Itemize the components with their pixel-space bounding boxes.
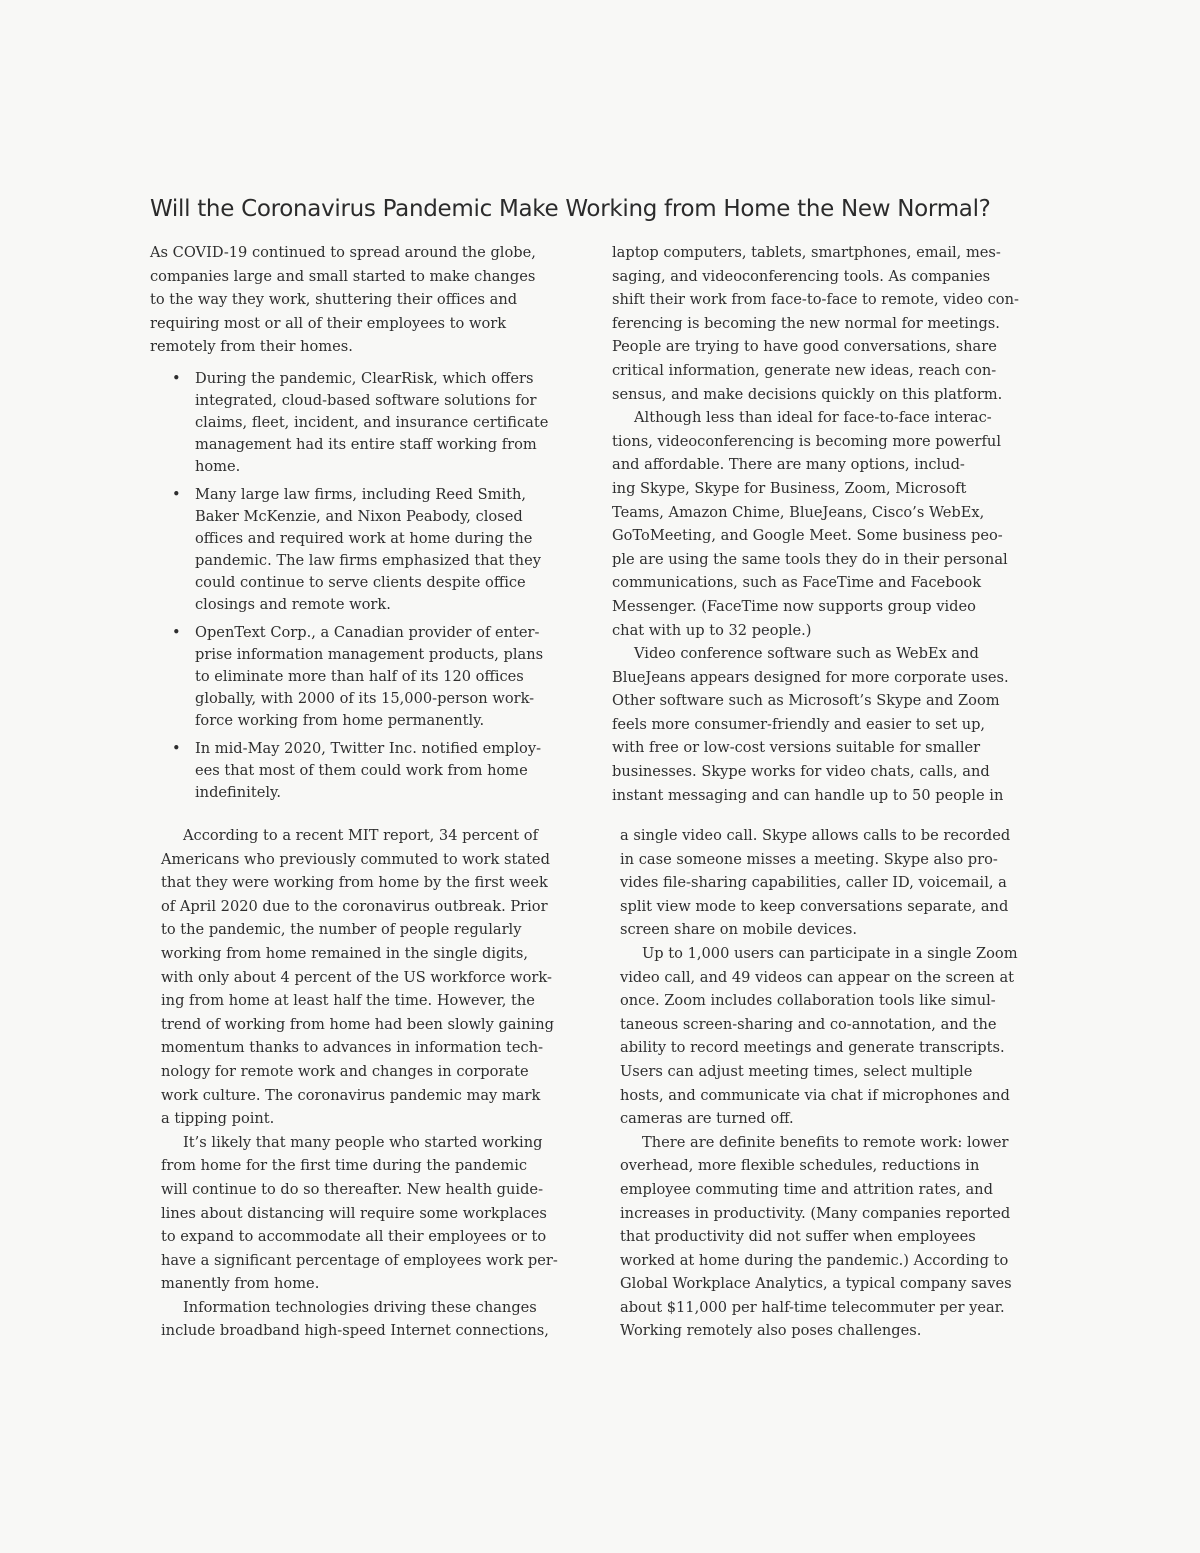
body-paragraph: laptop computers, tablets, smartphones, email, mes- saging, and videoconferencing tools. As companies shift their work from face-to-face to remote, video con- ferencing is becoming the new normal for meetings. People are trying to have good conversations, share critical information, generate new ideas, reach con- sensus, and make decisions quickly on this platform. bbox=[612, 244, 1019, 403]
list-item-text: OpenText Corp., a Canadian provider of enter- prise information management products, plans to eliminate more than half of its 120 offices globally, with 2000 of its 15,000-person work- force working from home permanently. bbox=[195, 624, 544, 729]
list-item-text: During the pandemic, ClearRisk, which offers integrated, cloud-based software solutions for claims, fleet, incident, and insurance certificate management had its entire staff working from home. bbox=[195, 370, 549, 475]
bullet-icon: • bbox=[172, 370, 181, 387]
list-item-text: Many large law firms, including Reed Smith, Baker McKenzie, and Nixon Peabody, closed offices and required work at home during the pandemic. The law firms emphasized that they could continue to serve clients despite office closings and remote work. bbox=[195, 486, 541, 613]
body-paragraph: Although less than ideal for face-to-face interac- tions, videoconferencing is becoming more powerful and affordable. There are many options, includ- ing Skype, Skype for Business, Zoom, Microsoft Teams, Amazon Chime, BlueJeans, Cisco’s WebEx, GoToMeeting, and Google Meet. Some business peo- ple are using the same tools they do in their personal communications, such as FaceTime and Facebook Messenger. (FaceTime now supports group video chat with up to 32 people.) bbox=[612, 409, 1008, 639]
bullet-icon: • bbox=[172, 624, 181, 641]
body-paragraph: Up to 1,000 users can participate in a single Zoom video call, and 49 videos can appear on the screen at once. Zoom includes collaboration tools like simul- taneous screen-sharing and co-annotation, and the ability to record meetings and generate transcripts. Users can adjust meeting times, select multiple hosts, and communicate via chat if microphones and cameras are turned off. bbox=[620, 944, 1018, 1128]
body-paragraph: It’s likely that many people who started working from home for the first time during the pandemic will continue to do so thereafter. New health guide- lines about distancing will require some workplaces to expand to accommodate all their employees or to have a significant percentage of employees work per- manently from home. bbox=[161, 1133, 558, 1293]
company-examples-list bbox=[172, 368, 592, 810]
body-paragraph: There are definite benefits to remote work: lower overhead, more flexible schedules, reductions in employee commuting time and attrition rates, and increases in productivity. (Many companies reported that productivity did not suffer when employees worked at home during the pandemic.) According to Global Workplace Analytics, a typical company saves about $11,000 per half-time telecommuter per year. Working remotely also poses challenges. bbox=[620, 1133, 1012, 1340]
list-item bbox=[172, 368, 592, 478]
body-paragraph: According to a recent MIT report, 34 percent of Americans who previously commuted to work stated that they were working from home by the first week of April 2020 due to the coronavirus outbreak. Prior to the pandemic, the number of people regularly working from home remained in the single digits, with only about 4 percent of the US workforce work- ing from home at least half the time. However, the trend of working from home had been slowly gaining momentum thanks to advances in information tech- nology for remote work and changes in corporate work culture. The coronavirus pandemic may mark a tipping point. bbox=[161, 827, 555, 1128]
list-item bbox=[172, 622, 592, 732]
intro-paragraph: As COVID-19 continued to spread around the globe, companies large and small started to make changes to the way they work, shuttering their offices and requiring most or all of their employees to work remotely from their homes. bbox=[150, 244, 536, 356]
list-item bbox=[172, 738, 592, 804]
right-column-top bbox=[612, 241, 1057, 807]
bullet-icon: • bbox=[172, 740, 181, 757]
page-title: Will the Coronavirus Pandemic Make Working from Home the New Normal? bbox=[150, 196, 991, 222]
intro-paragraph-block bbox=[150, 241, 585, 359]
list-item bbox=[172, 484, 592, 616]
right-column-bottom bbox=[620, 824, 1060, 1343]
body-paragraph: Video conference software such as WebEx and BlueJeans appears designed for more corporate uses. Other software such as Microsoft’s Skype and Zoom feels more consumer-friendly and easier to set up, with free or low-cost versions suitable for smaller businesses. Skype works for video chats, calls, and instant messaging and can handle up to 50 people in bbox=[612, 645, 1009, 804]
bullet-icon: • bbox=[172, 486, 181, 503]
body-paragraph: Information technologies driving these changes include broadband high-speed Internet connections, bbox=[161, 1298, 549, 1340]
left-column-bottom bbox=[161, 824, 601, 1343]
body-paragraph: a single video call. Skype allows calls to be recorded in case someone misses a meeting. Skype also pro- vides file-sharing capabilities, caller ID, voicemail, a split view mode to keep conversations separate, and screen share on mobile devices. bbox=[620, 827, 1011, 939]
list-item-text: In mid-May 2020, Twitter Inc. notified employ- ees that most of them could work from home indefinitely. bbox=[195, 740, 542, 801]
